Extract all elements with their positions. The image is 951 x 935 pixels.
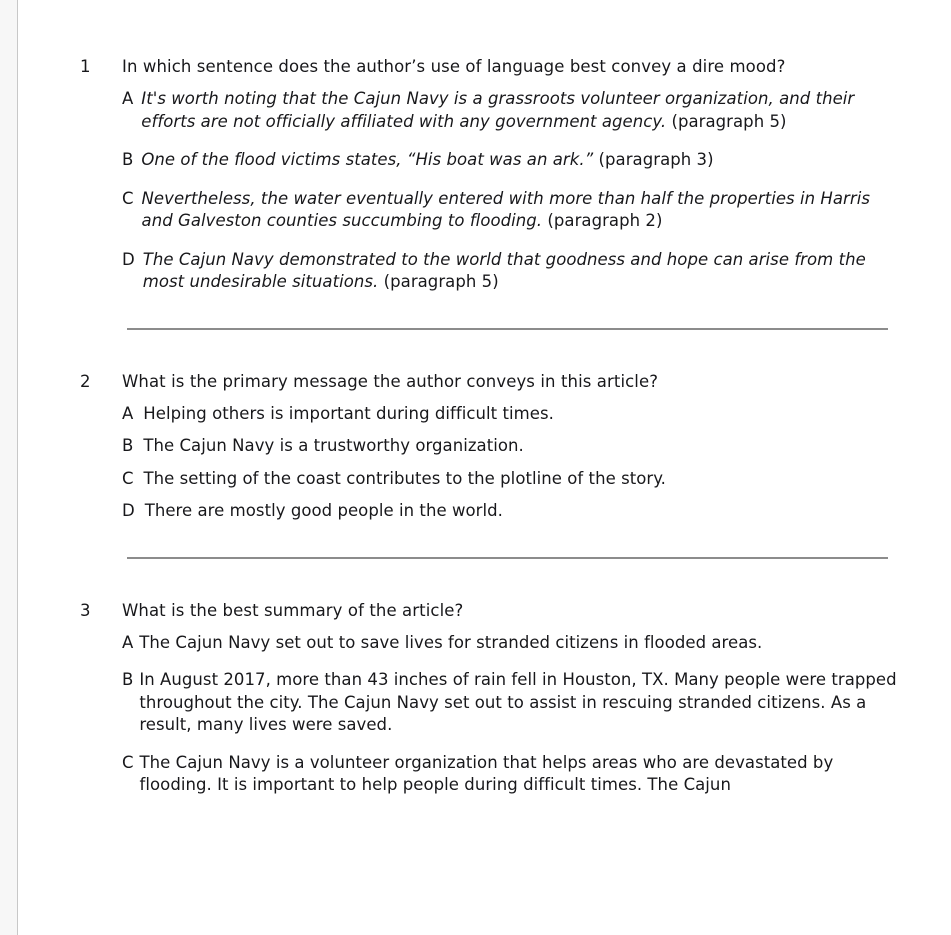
- spacer-3: [19, 523, 951, 557]
- option-text-1b: [141, 149, 713, 172]
- option-3c[interactable]: [19, 752, 951, 797]
- question-block-3: [19, 599, 951, 797]
- option-2b[interactable]: [19, 435, 951, 458]
- option-letter-1c: C: [122, 188, 134, 208]
- spacer-1: [19, 294, 951, 328]
- option-letter-1d: D: [122, 249, 135, 269]
- option-2c[interactable]: [19, 468, 951, 491]
- question-block-1: [19, 55, 951, 294]
- question-stem-row-2: [19, 370, 951, 393]
- question-stem-row-1: [19, 55, 951, 78]
- option-text-1d: [143, 249, 885, 294]
- option-2d[interactable]: [19, 500, 951, 523]
- option-letter-2a: A: [122, 403, 134, 423]
- option-2a[interactable]: [19, 403, 951, 426]
- options-list-2: [19, 403, 951, 523]
- question-text-1: In which sentence does the author’s use of language best convey a dire mood?: [122, 57, 786, 76]
- option-text-1a: [141, 88, 883, 133]
- option-letter-2c: C: [122, 468, 134, 488]
- option-letter-1b: B: [122, 150, 134, 169]
- option-plain-1a: (paragraph 5): [671, 111, 787, 131]
- option-text-2a: Helping others is important during difficult times.: [143, 403, 554, 423]
- option-text-2c: The setting of the coast contributes to the plotline of the story.: [143, 468, 666, 488]
- option-1b[interactable]: [19, 149, 951, 172]
- option-letter-2d: D: [122, 501, 135, 520]
- option-letter-3c: C: [122, 752, 134, 772]
- question-stem-row-3: [19, 599, 951, 622]
- spacer-4: [19, 559, 951, 599]
- options-list-1: [19, 88, 951, 294]
- question-number-2: 2: [80, 371, 91, 391]
- option-plain-1b: (paragraph 3): [598, 150, 714, 169]
- option-1d[interactable]: [19, 249, 951, 294]
- option-text-3b: In August 2017, more than 43 inches of rain fell in Houston, TX. Many people were trapped throughout the city. The Cajun Navy set out to assist in rescuing stranded citizens. As a result, many lives were saved.: [139, 670, 897, 734]
- option-text-1c: [142, 188, 884, 233]
- option-text-3a: The Cajun Navy set out to save lives for stranded citizens in flooded areas.: [139, 632, 763, 652]
- option-3a[interactable]: [19, 632, 951, 655]
- option-italic-1b: One of the flood victims states, “His boat was an ark.”: [141, 150, 594, 169]
- option-letter-3b: B: [122, 670, 134, 689]
- left-gutter: [0, 0, 18, 935]
- options-list-3: [19, 632, 951, 797]
- option-italic-1a: It's worth noting that the Cajun Navy is a grassroots volunteer organization, and their efforts are not officially affiliated with any government agency.: [141, 89, 855, 131]
- option-letter-3a: A: [122, 632, 134, 652]
- option-letter-2b: B: [122, 436, 134, 455]
- option-1a[interactable]: [19, 88, 951, 133]
- option-letter-1a: A: [122, 89, 134, 108]
- option-text-2b: The Cajun Navy is a trustworthy organization.: [143, 436, 524, 455]
- option-italic-1d: The Cajun Navy demonstrated to the world that goodness and hope can arise from the most undesirable situations.: [142, 249, 866, 291]
- top-padding: [19, 0, 951, 55]
- option-3b[interactable]: [19, 669, 951, 737]
- option-plain-1c: (paragraph 2): [547, 211, 663, 230]
- option-italic-1c: Nevertheless, the water eventually entered with more than half the properties in Harris and Galveston counties succumbing to flooding.: [141, 188, 871, 230]
- question-number-1: 1: [80, 57, 91, 76]
- option-text-2d: There are mostly good people in the world.: [144, 501, 503, 520]
- document-content: [19, 0, 951, 935]
- spacer-2: [19, 330, 951, 370]
- question-block-2: [19, 370, 951, 523]
- option-1c[interactable]: [19, 188, 951, 233]
- option-text-3c: The Cajun Navy is a volunteer organization that helps areas who are devastated by flooding. It is important to help people during difficult times. The Cajun: [139, 752, 834, 794]
- option-plain-1d: (paragraph 5): [383, 272, 499, 291]
- question-number-3: 3: [80, 600, 91, 620]
- question-text-2: What is the primary message the author conveys in this article?: [122, 371, 659, 391]
- question-text-3: What is the best summary of the article?: [122, 600, 464, 620]
